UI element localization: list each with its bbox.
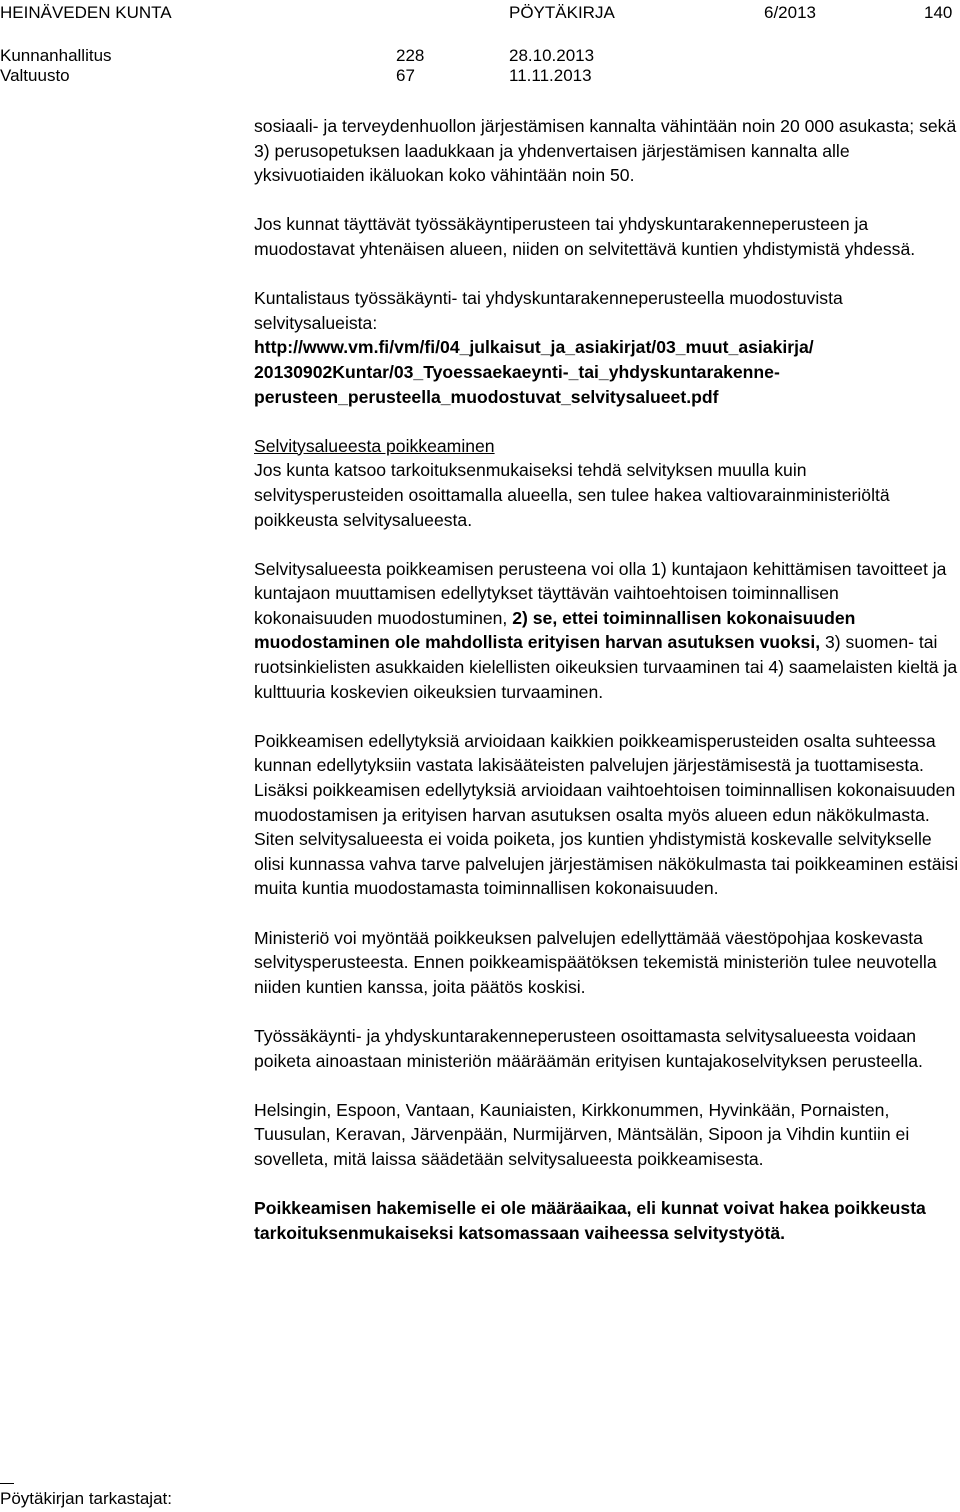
selvitysalueet-link[interactable]: http://www.vm.fi/vm/fi/04_julkaisut_ja_asiakirjat/03_muut_asiakirja/ 20130902Kuntar/03_Tyoessaekaeynti-_tai_yhdyskuntarakenne-perusteen_perusteella_muodostuvat_selvitysalueet.pdf (254, 337, 814, 407)
paragraph-5-part-c: 3) suomen- tai ruotsinkielisten asukkaiden kielellisten oikeuksien turvaaminen tai 4) saamelaisten kieltä ja kulttuuria koskevien oikeuksien turvaaminen. (254, 632, 958, 702)
footer-rule (0, 1483, 14, 1484)
paragraph-2: Jos kunnat täyttävät työssäkäyntiperusteen tai yhdyskuntarakenneperusteen ja muodostavat yhtenäisen alueen, niiden on selvitettävä kuntien yhdistymistä yhdessä. (254, 214, 916, 259)
paragraph-10: Poikkeamisen hakemiselle ei ole määräaikaa, eli kunnat voivat hakea poikkeusta tarkoituksenmukaiseksi katsomassaan vaiheessa selvitystyötä. (254, 1198, 926, 1243)
paragraph-5 (254, 557, 960, 705)
org-name: HEINÄVEDEN KUNTA (0, 3, 172, 22)
paragraph-8: Työssäkäynti- ja yhdyskuntarakenneperusteen osoittamasta selvitysalueesta voidaan poiketa ainoastaan ministeriön määräämän erityisen kuntajakoselvityksen perusteella. (254, 1025, 923, 1071)
section-valtuusto: 67 (396, 66, 415, 85)
body-valtuusto: Valtuusto (0, 66, 70, 85)
date-kunnanhallitus: 28.10.2013 (509, 46, 595, 65)
paragraph-3-text: Kuntalistaus työssäkäynti- tai yhdyskuntarakenneperusteella muodostuvista selvitysalueista: (254, 288, 843, 333)
section-kunnanhallitus: 228 (396, 46, 425, 65)
date-valtuusto: 11.11.2013 (509, 66, 592, 85)
paragraph-3 (254, 286, 960, 409)
footer-label: Pöytäkirjan tarkastajat: (0, 1489, 172, 1508)
body-kunnanhallitus: Kunnanhallitus (0, 46, 112, 65)
paragraph-7: Ministeriö voi myöntää poikkeuksen palvelujen edellyttämää väestöpohjaa koskevasta selvitysperusteesta. Ennen poikkeamispäätöksen tekemistä ministeriön tulee neuvotella niiden kuntien kanssa, joita päätös koskisi. (254, 927, 937, 997)
page-number: 140 (924, 3, 953, 22)
paragraph-6: Poikkeamisen edellytyksiä arvioidaan kaikkien poikkeamisperusteiden osalta suhteessa kunnan edellytyksiin vastata lakisääteisten palvelujen järjestämisestä ja tuottamisesta. Lisäksi poikkeamisen edellytyksiä arvioidaan vaihtoehtoisen toiminnallisen kokonaisuuden muodostamisen ja erityisen harvan asutuksen osalta myös alueen edun näkökulmasta. Siten selvitysalueesta ei voida poiketa, jos kuntien yhdistymistä koskevalle selvitykselle olisi kunnassa vahva tarve palvelujen järjestämisen näkökulmasta tai poikkeaminen estäisi muita kuntia muodostamasta toiminnallisen kokonaisuuden. (254, 730, 959, 899)
section-heading: Selvitysalueesta poikkeaminen (254, 435, 495, 456)
paragraph-9: Helsingin, Espoon, Vantaan, Kauniaisten, Kirkkonummen, Hyvinkään, Pornaisten, Tuusulan, Keravan, Järvenpään, Nurmijärven, Mäntsälän, Sipoon ja Vihdin kuntiin ei sovelleta, mitä laissa säädetään selvitysalueesta poikkeamisesta. (254, 1099, 910, 1169)
paragraph-5-part-a: Selvitysalueesta poikkeamisen perusteena voi olla 1) kuntajaon kehittämisen tavoitteet ja kuntajaon muuttamisen edellytykset täyttävän vaihtoehtoisen toiminnallisen kokonaisuuden muodostuminen, (254, 558, 947, 628)
paragraph-4 (254, 434, 960, 532)
paragraph-1: sosiaali- ja terveydenhuollon järjestämisen kannalta vähintään noin 20 000 asukasta; sekä 3) perusopetuksen laadukkaan ja yhdenvertaisen järjestämisen kannalta alle yksivuotiaiden ikäluokan koko vähintään noin 50. (254, 116, 957, 186)
paragraph-5-bold: 2) se, ettei toiminnallisen kokonaisuuden muodostaminen ole mahdollista erityisen harvan asutuksen vuoksi, (254, 607, 856, 653)
document-body (254, 114, 960, 1270)
issue-number: 6/2013 (764, 3, 816, 22)
doc-type: PÖYTÄKIRJA (509, 3, 615, 22)
paragraph-4-text: Jos kunta katsoo tarkoituksenmukaiseksi tehdä selvityksen muulla kuin selvitysperusteiden osoittamalla alueella, sen tulee hakea valtiovarainministeriöltä poikkeusta selvitysalueesta. (254, 460, 890, 530)
